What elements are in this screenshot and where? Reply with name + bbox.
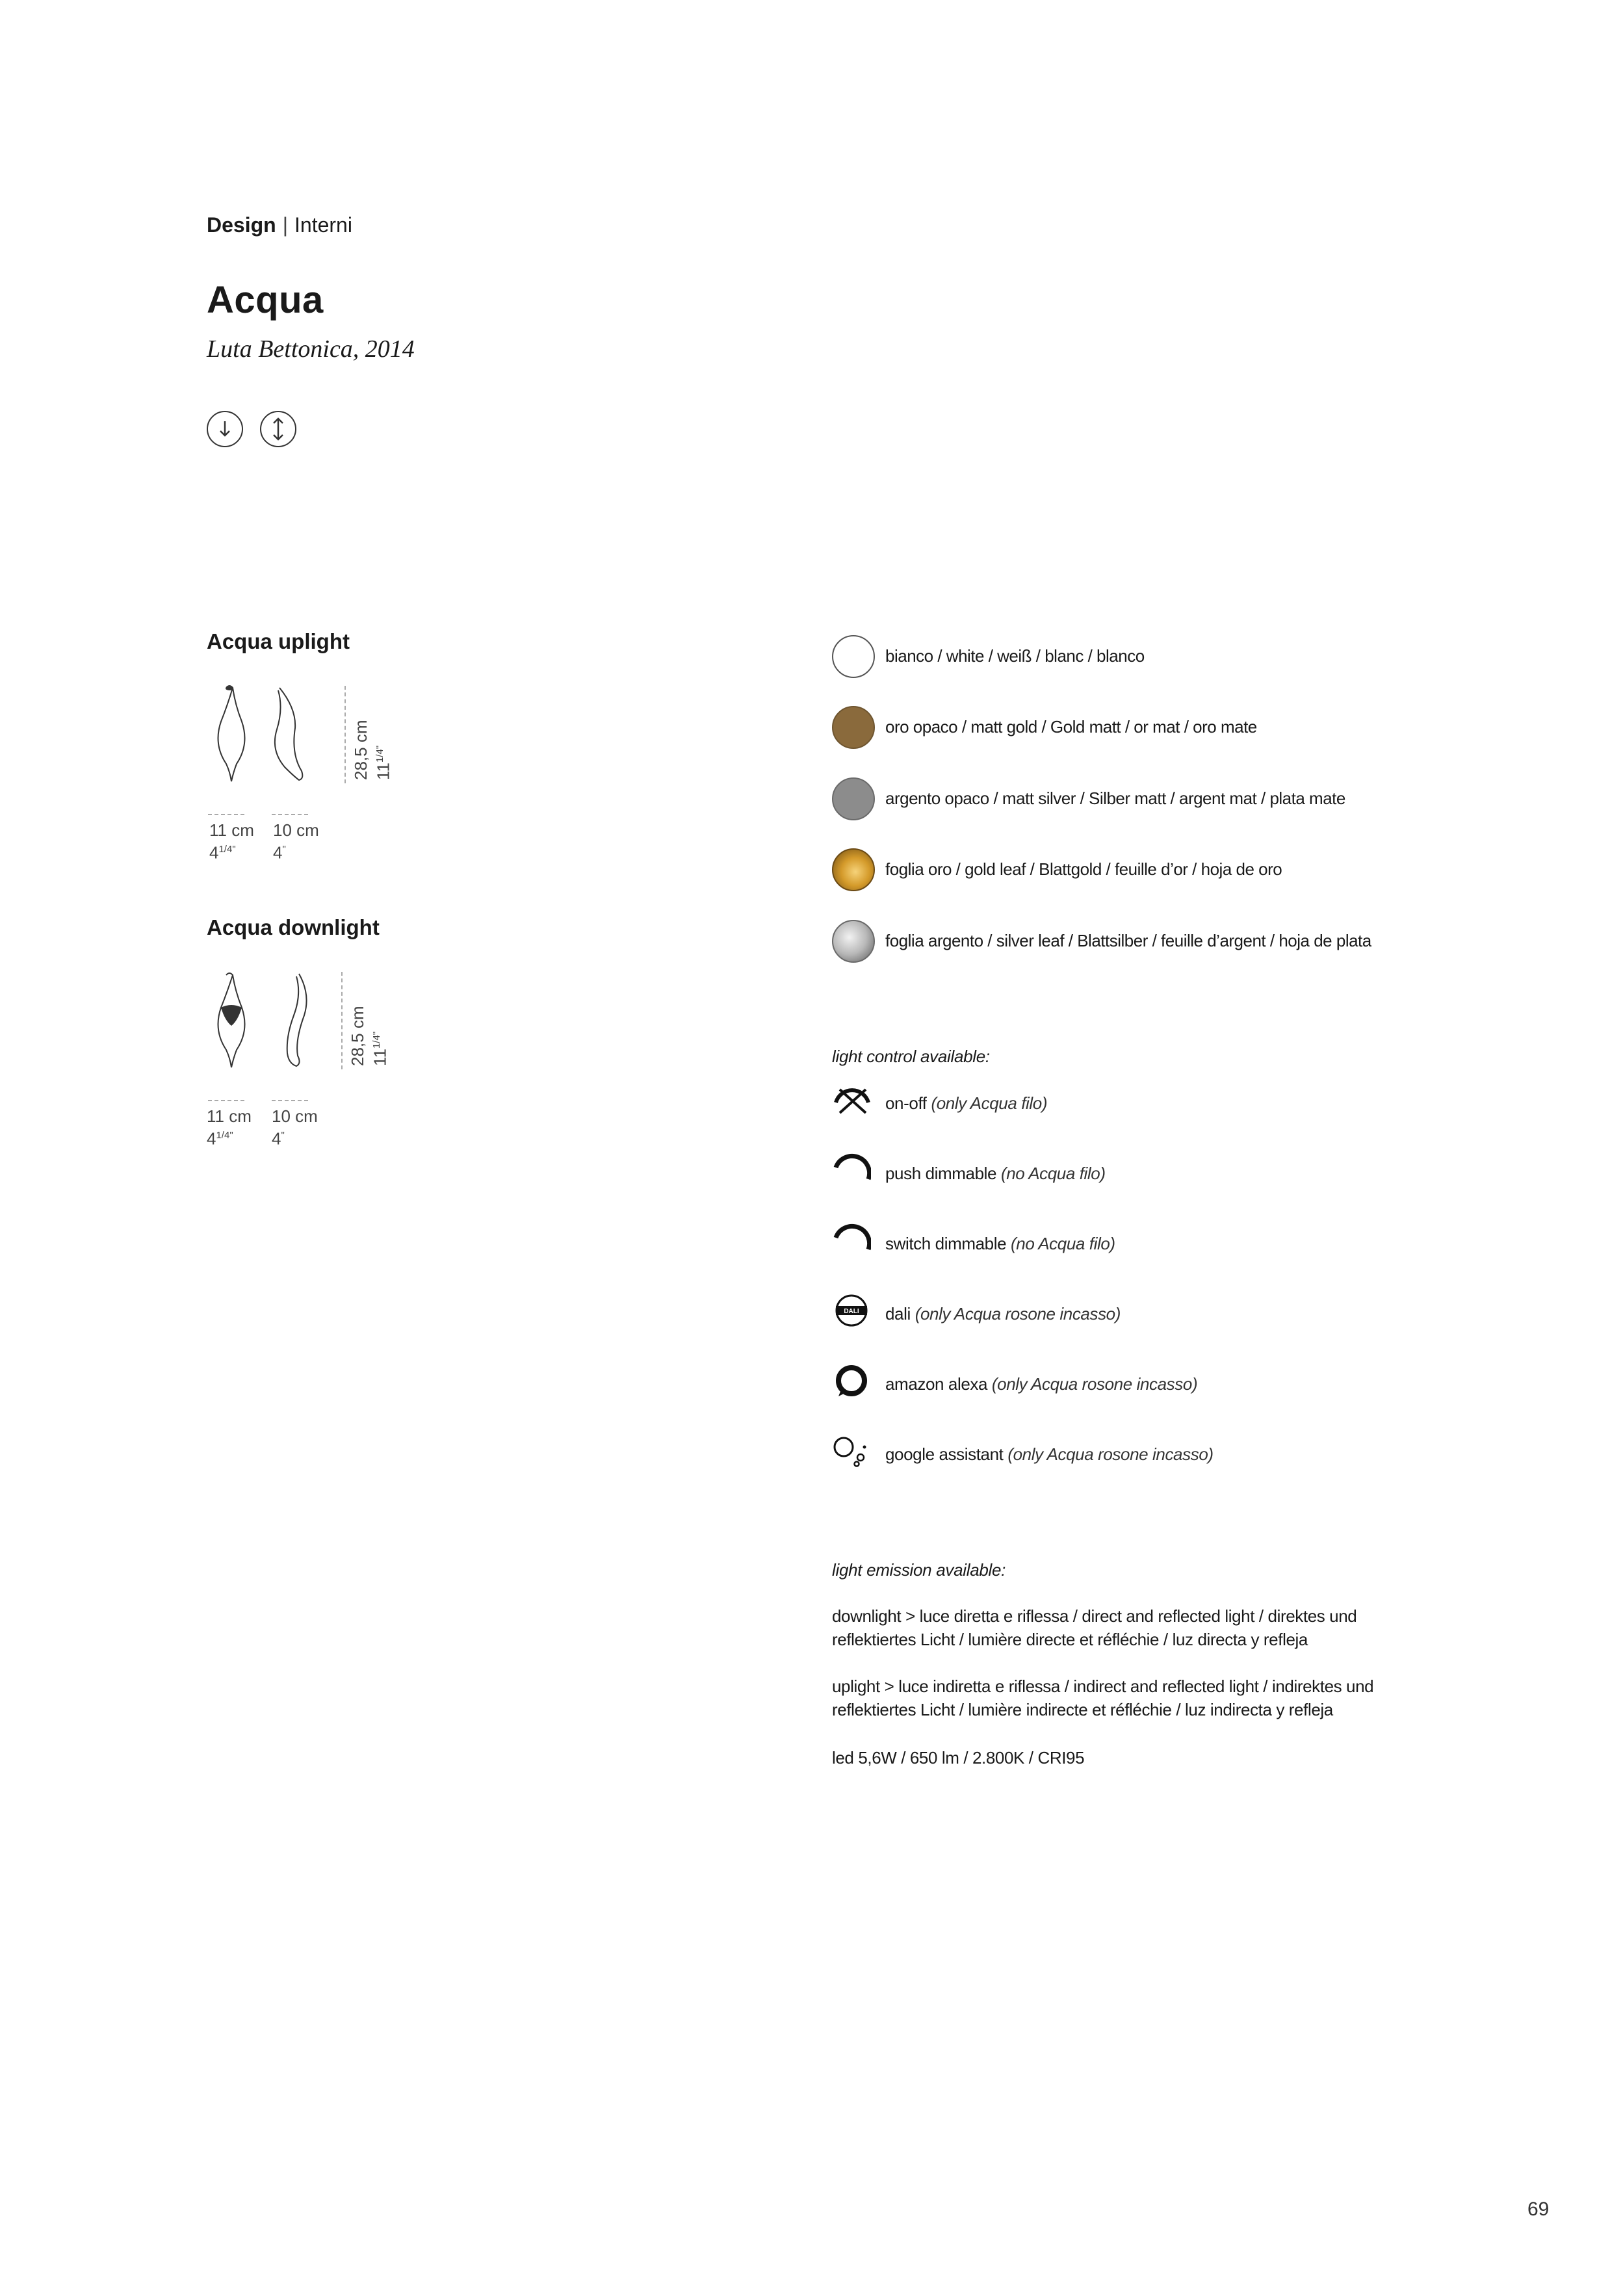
light-emission-heading: light emission available: xyxy=(832,1560,1006,1580)
header xyxy=(207,213,352,237)
downlight-width1-line xyxy=(208,1100,244,1101)
product-designer: Luta Bettonica, 2014 xyxy=(207,335,415,363)
control-item-on-off xyxy=(885,1093,1047,1114)
header-brand: Design xyxy=(207,213,276,237)
control-item-google-assistant xyxy=(885,1444,1214,1465)
downlight-height-in: 11 xyxy=(370,1049,390,1066)
light-emission-uplight: uplight > luce indiretta e riflessa / indirect and reflected light / indirektes und reflektiertes Licht / lumière indirecte et réfléchie / luz indirecta y refleja xyxy=(832,1676,1374,1719)
light-emission-specs: led 5,6W / 650 lm / 2.800K / CRI95 xyxy=(832,1748,1085,1768)
variant-title-downlight: Acqua downlight xyxy=(207,915,380,939)
control-note-switch-dimmable: (no Acqua filo) xyxy=(1011,1234,1115,1253)
uplight-width2-in-sup: " xyxy=(282,844,286,855)
variant-title-uplight: Acqua uplight xyxy=(207,629,350,653)
finish-swatch-matt-gold xyxy=(832,706,875,749)
uplight-height-in: 11 xyxy=(373,763,393,780)
product-title: Acqua xyxy=(207,279,324,321)
uplight-width2-cm: 10 cm xyxy=(273,820,319,840)
control-item-push-dimmable xyxy=(885,1164,1106,1184)
finish-swatch-white xyxy=(832,635,875,678)
control-label-switch-dimmable: switch dimmable xyxy=(885,1234,1007,1253)
uplight-width1-in-sup: 1/4" xyxy=(218,844,236,855)
uplight-height-cm: 28,5 cm xyxy=(351,720,370,780)
uplight-width2-in: 4 xyxy=(273,842,283,863)
control-label-dali: dali xyxy=(885,1304,911,1324)
finish-swatch-silver-leaf xyxy=(832,920,875,963)
downlight-width2-in: 4 xyxy=(272,1128,281,1149)
downlight-width2-in-sup: " xyxy=(281,1130,285,1141)
downlight-width1-cm: 11 cm xyxy=(207,1106,252,1126)
uplight-width1-in: 4 xyxy=(209,842,219,863)
control-note-dali: (only Acqua rosone incasso) xyxy=(915,1304,1121,1324)
uplight-height-in-sup: 1/4" xyxy=(374,745,385,763)
uplight-width2-label xyxy=(273,820,319,863)
downlight-width1-in-sup: 1/4" xyxy=(216,1130,233,1141)
control-label-on-off: on-off xyxy=(885,1093,927,1113)
downlight-width2-line xyxy=(272,1100,308,1101)
amazon-alexa-icon xyxy=(832,1364,871,1398)
push-dimmable-icon xyxy=(832,1153,871,1187)
arrow-up-down-icon xyxy=(260,411,296,447)
arrow-down-icon xyxy=(207,411,243,447)
uplight-width1-cm: 11 cm xyxy=(209,820,254,840)
uplight-height-label xyxy=(351,720,393,781)
uplight-width1-line xyxy=(208,814,244,815)
control-label-google-assistant: google assistant xyxy=(885,1444,1004,1464)
finish-label-matt-gold: oro opaco / matt gold / Gold matt / or mat / oro mate xyxy=(885,717,1257,737)
finish-label-matt-silver: argento opaco / matt silver / Silber matt / argent mat / plata mate xyxy=(885,789,1345,808)
finish-label-white: bianco / white / weiß / blanc / blanco xyxy=(885,646,1145,666)
header-separator: | xyxy=(282,213,288,237)
control-note-amazon-alexa: (only Acqua rosone incasso) xyxy=(991,1374,1198,1394)
finish-label-silver-leaf: foglia argento / silver leaf / Blattsilber / feuille d’argent / hoja de plata xyxy=(885,931,1371,950)
downlight-width1-in: 4 xyxy=(207,1128,216,1149)
switch-dimmable-icon xyxy=(832,1223,871,1257)
downlight-width2-label xyxy=(272,1106,318,1149)
uplight-drawing xyxy=(207,683,356,787)
finish-swatch-gold-leaf xyxy=(832,848,875,891)
control-note-push-dimmable: (no Acqua filo) xyxy=(1000,1164,1106,1183)
dali-icon xyxy=(832,1294,871,1327)
control-item-dali xyxy=(885,1304,1121,1324)
downlight-height-line xyxy=(341,972,343,1069)
page-number: 69 xyxy=(1527,2198,1550,2220)
finish-swatch-matt-silver xyxy=(832,777,875,820)
downlight-width1-label xyxy=(207,1106,252,1149)
downlight-width2-cm: 10 cm xyxy=(272,1106,318,1126)
downlight-height-cm: 28,5 cm xyxy=(348,1006,367,1066)
header-section: Interni xyxy=(294,213,352,237)
dali-badge-text: DALI xyxy=(844,1308,859,1315)
control-label-amazon-alexa: amazon alexa xyxy=(885,1374,988,1394)
light-control-heading: light control available: xyxy=(832,1047,990,1066)
uplight-width2-line xyxy=(272,814,308,815)
downlight-height-in-sup: 1/4" xyxy=(371,1031,382,1049)
downlight-drawing xyxy=(207,969,356,1073)
control-item-amazon-alexa xyxy=(885,1374,1197,1394)
control-item-switch-dimmable xyxy=(885,1234,1115,1254)
uplight-height-line xyxy=(344,686,346,783)
finish-label-gold-leaf: foglia oro / gold leaf / Blattgold / feuille d’or / hoja de oro xyxy=(885,859,1282,879)
uplight-width1-label xyxy=(209,820,254,863)
google-assistant-icon xyxy=(832,1434,871,1468)
control-note-google-assistant: (only Acqua rosone incasso) xyxy=(1007,1444,1214,1464)
on-off-icon xyxy=(832,1083,871,1117)
light-emission-downlight: downlight > luce diretta e riflessa / direct and reflected light / direktes und reflektiertes Licht / lumière directe et réfléchie / luz directa y refleja xyxy=(832,1606,1357,1649)
control-label-push-dimmable: push dimmable xyxy=(885,1164,997,1183)
downlight-height-label xyxy=(348,1006,390,1067)
control-note-on-off: (only Acqua filo) xyxy=(931,1093,1048,1113)
